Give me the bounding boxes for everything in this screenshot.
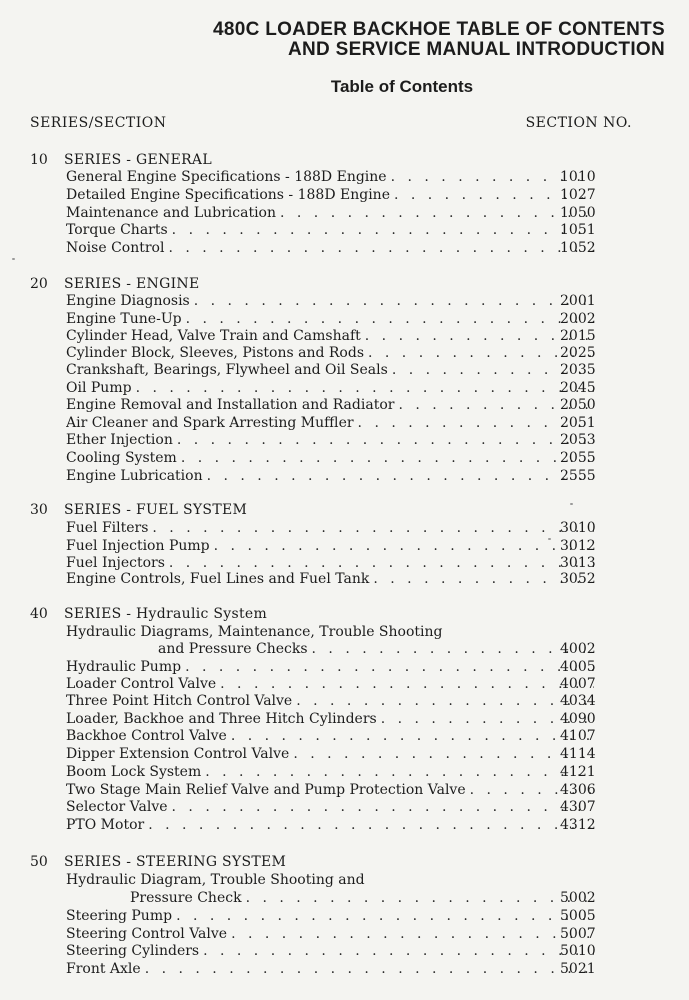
entry-title: Boom Lock System (66, 764, 202, 780)
series-heading-30 (0, 501, 689, 519)
entry-section-number: 2001 (560, 293, 596, 309)
dot-leader (186, 310, 594, 328)
entry-section-number: 2051 (560, 415, 596, 431)
series-title: SERIES - ENGINE (64, 276, 200, 292)
dot-leader (214, 537, 594, 555)
dot-leader (181, 449, 594, 467)
entry-title: Front Axle (66, 961, 141, 977)
series-title: SERIES - FUEL SYSTEM (64, 502, 248, 518)
entry-section-number: 4107 (560, 728, 596, 744)
dot-leader (194, 292, 594, 310)
toc-entry (0, 781, 689, 799)
entry-section-number: 4007 (560, 676, 596, 692)
dot-leader (168, 239, 594, 257)
dot-leader (293, 745, 594, 763)
toc-entry (0, 396, 689, 414)
paper-speck (570, 503, 573, 505)
paper-speck (12, 258, 15, 260)
entry-section-number: 2035 (560, 362, 596, 378)
entry-section-number: 2050 (560, 397, 596, 413)
entry-section-number: 4306 (560, 782, 596, 798)
dot-leader (231, 727, 594, 745)
entry-section-number: 2053 (560, 432, 596, 448)
entry-section-number: 1052 (560, 240, 596, 256)
toc-entry (0, 168, 689, 186)
entry-title: Torque Charts (66, 222, 168, 238)
series-heading-10 (0, 151, 689, 169)
dot-leader (220, 675, 594, 693)
entry-section-number: 3012 (560, 538, 596, 554)
dot-leader (177, 431, 594, 449)
entry-title: Steering Control Valve (66, 926, 228, 942)
entry-title: Cooling System (66, 450, 177, 466)
toc-entry (0, 467, 689, 485)
toc-entry (0, 239, 689, 257)
entry-section-number: 4312 (560, 817, 596, 833)
entry-title: Fuel Injection Pump (66, 538, 210, 554)
entry-section-number: 1051 (560, 222, 596, 238)
entry-section-number: 5007 (560, 926, 596, 942)
toc-entry (0, 221, 689, 239)
toc-entry (0, 640, 689, 658)
entry-title: Engine Tune-Up (66, 311, 182, 327)
entry-title: Three Point Hitch Control Valve (66, 693, 293, 709)
entry-title: Backhoe Control Valve (66, 728, 227, 744)
entry-title: Hydraulic Diagrams, Maintenance, Trouble Shooting (66, 624, 443, 640)
toc-entry (0, 675, 689, 693)
toc-entry (0, 344, 689, 362)
toc-entry-continued (0, 623, 689, 641)
column-header-series-section: SERIES/SECTION (30, 115, 167, 131)
toc-entry (0, 449, 689, 467)
entry-section-number: 3013 (560, 555, 596, 571)
dot-leader (205, 763, 594, 781)
toc-entry (0, 361, 689, 379)
entry-title: Selector Valve (66, 799, 168, 815)
toc-entry (0, 763, 689, 781)
entry-section-number: 1050 (560, 205, 596, 221)
table-of-contents-heading: Table of Contents (330, 77, 474, 96)
entry-title: Engine Lubrication (66, 468, 203, 484)
toc-entry (0, 310, 689, 328)
entry-section-number: 2002 (560, 311, 596, 327)
toc-entry (0, 816, 689, 834)
entry-title: Detailed Engine Specifications - 188D Engine (66, 187, 390, 203)
dot-leader (145, 960, 594, 978)
toc-entry (0, 692, 689, 710)
series-number: 20 (30, 276, 48, 292)
dot-leader (296, 692, 594, 710)
toc-entry (0, 204, 689, 222)
document-title-line-2: AND SERVICE MANUAL INTRODUCTION (288, 39, 665, 60)
entry-section-number: 1010 (560, 169, 596, 185)
entry-section-number: 3052 (560, 571, 596, 587)
dot-leader (312, 640, 594, 658)
toc-entry (0, 925, 689, 943)
entry-title: Fuel Filters (66, 520, 149, 536)
entry-section-number: 3010 (560, 520, 596, 536)
series-heading-20 (0, 275, 689, 293)
dot-leader (185, 658, 594, 676)
entry-title: Pressure Check (130, 890, 242, 906)
entry-title: Crankshaft, Bearings, Flywheel and Oil Seals (66, 362, 388, 378)
toc-entry (0, 414, 689, 432)
entry-title: Cylinder Head, Valve Train and Camshaft (66, 328, 361, 344)
entry-section-number: 1027 (560, 187, 596, 203)
toc-entry (0, 570, 689, 588)
entry-section-number: 2015 (560, 328, 596, 344)
entry-section-number: 2025 (560, 345, 596, 361)
entry-title: Fuel Injectors (66, 555, 165, 571)
entry-section-number: 5005 (560, 908, 596, 924)
series-heading-40 (0, 605, 689, 623)
entry-section-number: 5021 (560, 961, 596, 977)
entry-title: Hydraulic Pump (66, 659, 182, 675)
entry-section-number: 4005 (560, 659, 596, 675)
toc-entry (0, 658, 689, 676)
entry-section-number: 4307 (560, 799, 596, 815)
toc-entry (0, 727, 689, 745)
toc-entry (0, 379, 689, 397)
series-number: 10 (30, 152, 48, 168)
series-heading-50 (0, 853, 689, 871)
toc-entry (0, 710, 689, 728)
entry-section-number: 4034 (560, 693, 596, 709)
entry-section-number: 5010 (560, 943, 596, 959)
toc-entry (0, 960, 689, 978)
toc-entry-continued (0, 871, 689, 889)
entry-section-number: 5002 (560, 890, 596, 906)
toc-entry (0, 327, 689, 345)
toc-entry (0, 798, 689, 816)
entry-title: Loader Control Valve (66, 676, 217, 692)
entry-section-number: 4121 (560, 764, 596, 780)
entry-title: Two Stage Main Relief Valve and Pump Protection Valve (66, 782, 466, 798)
dot-leader (231, 925, 594, 943)
entry-title: Hydraulic Diagram, Trouble Shooting and (66, 872, 365, 888)
entry-title: and Pressure Checks (158, 641, 308, 657)
column-header-section-number: SECTION NO. (525, 115, 632, 131)
entry-title: Steering Cylinders (66, 943, 200, 959)
dot-leader (148, 816, 594, 834)
entry-section-number: 2045 (560, 380, 596, 396)
dot-leader (172, 221, 594, 239)
toc-entry (0, 889, 689, 907)
entry-title: Loader, Backhoe and Three Hitch Cylinders (66, 711, 377, 727)
dot-leader (136, 379, 594, 397)
series-number: 50 (30, 854, 48, 870)
entry-section-number: 2555 (560, 468, 596, 484)
entry-section-number: 4090 (560, 711, 596, 727)
toc-entry (0, 942, 689, 960)
dot-leader (172, 798, 594, 816)
toc-entry (0, 745, 689, 763)
entry-section-number: 4002 (560, 641, 596, 657)
entry-title: General Engine Specifications - 188D Engine (66, 169, 387, 185)
series-number: 40 (30, 606, 48, 622)
series-title: SERIES - Hydraulic System (64, 606, 268, 622)
entry-title: Ether Injection (66, 432, 173, 448)
toc-entry (0, 519, 689, 537)
toc-entry (0, 292, 689, 310)
entry-section-number: 4114 (560, 746, 596, 762)
dot-leader (176, 907, 594, 925)
dot-leader (207, 467, 594, 485)
dot-leader (246, 889, 594, 907)
entry-title: Dipper Extension Control Valve (66, 746, 290, 762)
toc-entry (0, 431, 689, 449)
entry-title: Steering Pump (66, 908, 173, 924)
toc-entry (0, 537, 689, 555)
entry-title: Maintenance and Lubrication (66, 205, 276, 221)
entry-title: Oil Pump (66, 380, 132, 396)
document-title-line-1: 480C LOADER BACKHOE TABLE OF CONTENTS (213, 19, 665, 40)
entry-title: Engine Diagnosis (66, 293, 190, 309)
paper-speck (548, 538, 551, 540)
entry-title: Noise Control (66, 240, 165, 256)
toc-entry (0, 907, 689, 925)
toc-entry (0, 186, 689, 204)
series-number: 30 (30, 502, 48, 518)
series-title: SERIES - GENERAL (64, 152, 212, 168)
dot-leader (280, 204, 594, 222)
dot-leader (203, 942, 594, 960)
dot-leader (152, 519, 594, 537)
entry-title: Engine Removal and Installation and Radiator (66, 397, 395, 413)
series-title: SERIES - STEERING SYSTEM (64, 854, 287, 870)
entry-title: Engine Controls, Fuel Lines and Fuel Tank (66, 571, 370, 587)
entry-title: Air Cleaner and Spark Arresting Muffler (66, 415, 354, 431)
entry-title: PTO Motor (66, 817, 145, 833)
entry-title: Cylinder Block, Sleeves, Pistons and Rods (66, 345, 364, 361)
dot-leader (358, 414, 594, 432)
entry-section-number: 2055 (560, 450, 596, 466)
